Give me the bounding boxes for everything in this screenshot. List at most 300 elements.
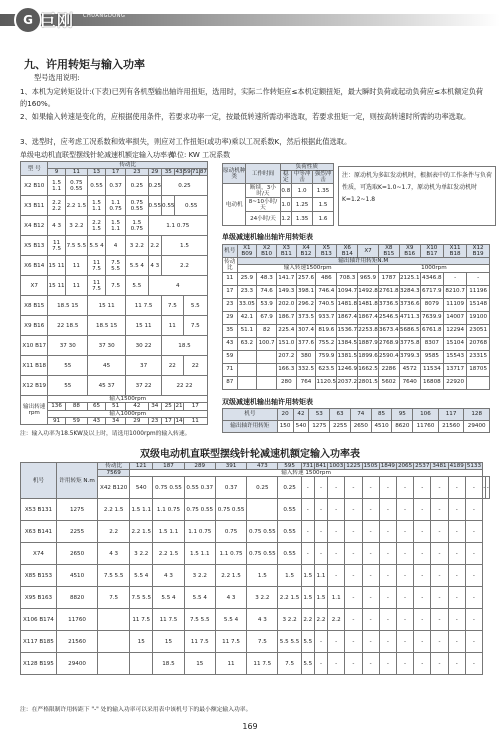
table-cell: 8~10小时/天	[246, 198, 280, 212]
table-cell: -	[486, 477, 490, 499]
table-cell: 1.1 0.75	[215, 543, 246, 565]
table-cell: -	[379, 587, 396, 609]
brand-name: 巨刚	[40, 11, 75, 30]
table-cell: -	[431, 499, 448, 521]
table-cell: -	[379, 521, 396, 543]
table-cell: 1094.7	[337, 285, 358, 298]
table-cell: -	[301, 477, 314, 499]
header-cell: 传动比	[48, 162, 208, 169]
table-cell: -	[448, 565, 465, 587]
table-cell: 1.5	[314, 587, 327, 609]
torque-cell: 29400	[56, 653, 97, 675]
table-cell: 1120.5	[316, 376, 337, 389]
table-cell: 15104	[443, 337, 466, 350]
table-cell: -	[328, 543, 345, 565]
table-cell: 2.2 1.5	[153, 543, 184, 565]
ratio-cell: 11	[223, 272, 238, 285]
ratio-header: 43	[175, 169, 183, 176]
table-cell: 88	[65, 403, 87, 410]
table-cell: 207.2	[276, 350, 296, 363]
table-cell: 2.2 1.5	[278, 587, 301, 609]
table-cell: 48.3	[257, 272, 277, 285]
ratio-cell: 43	[223, 337, 238, 350]
table-cell: 5602	[378, 376, 399, 389]
table-cell: -	[396, 609, 413, 631]
table-cell: 45 37	[88, 376, 126, 396]
table-cell: 37 30	[48, 336, 88, 356]
table-cell: 95	[392, 409, 413, 421]
table-cell: -	[301, 499, 314, 521]
table-cell: -	[414, 565, 431, 587]
ratio-header: 841	[315, 463, 327, 469]
table-cell: 53	[309, 409, 330, 421]
table-cell: 1.5	[301, 587, 314, 609]
table-cell: 1.35	[313, 184, 334, 198]
table-cell: 2125.1	[399, 272, 420, 285]
table-cell: 1.5	[278, 565, 301, 587]
table-cell: 0.75 0.55	[153, 477, 184, 499]
table-cell: 8620	[392, 421, 413, 433]
table-cell: 15	[184, 653, 215, 675]
table-cell: 0.55	[278, 499, 301, 521]
ratio-header: 4189	[449, 463, 464, 469]
table-cell: 2.2 1.5	[215, 565, 246, 587]
table-cell: 11 7.5	[130, 609, 153, 631]
table-cell: 65	[88, 403, 106, 410]
table-cell: 18.5	[162, 336, 208, 356]
header-cell: 输出轴许用转矩	[223, 421, 278, 433]
table-cell: -	[301, 543, 314, 565]
table-row	[223, 164, 334, 171]
table-cell: -	[362, 631, 379, 653]
table-cell: 20768	[467, 337, 490, 350]
table-cell	[98, 631, 130, 653]
table-cell: 4 3	[148, 256, 161, 276]
table-cell: 7.5	[247, 631, 278, 653]
table-cell: -	[379, 543, 396, 565]
torque-cell: 540	[130, 477, 153, 499]
table-cell: 23315	[467, 350, 490, 363]
section-subtitle: 型号选用说明:	[34, 73, 80, 82]
ratio-header: 595	[278, 463, 301, 470]
table-cell: 0.25	[278, 477, 301, 499]
ratio-header: 121	[130, 463, 153, 470]
table-cell: 4711.3	[399, 311, 420, 324]
table-cell: 7.5	[278, 653, 301, 675]
model-header: X6 B14	[337, 245, 358, 258]
table-cell: 136	[48, 403, 65, 410]
table-row	[21, 336, 208, 356]
table-row	[21, 417, 208, 424]
table-cell: 18.5	[153, 653, 184, 675]
model-header: X3 B11	[276, 245, 296, 258]
table-cell: 18.5 15	[88, 316, 126, 336]
header-cell: 工作时间	[246, 164, 280, 184]
table-cell: 1.1	[328, 587, 345, 609]
model-cell: X11 B18	[21, 356, 48, 376]
table-cell: -	[362, 565, 379, 587]
model-header: X10 B17	[420, 245, 443, 258]
table-cell: 117	[438, 409, 464, 421]
table-cell	[467, 376, 490, 389]
table-cell: 5.5 4	[88, 236, 106, 256]
table-cell: -	[414, 477, 431, 499]
table-cell: 1381.5	[337, 350, 358, 363]
header-band	[0, 14, 500, 26]
ratio-header: 473	[247, 463, 278, 470]
table-cell: 708.3	[337, 272, 358, 285]
table-cell: 11760	[413, 421, 439, 433]
table-cell: 7639.9	[420, 311, 443, 324]
header-cell: 强烈冲击	[313, 171, 334, 184]
model-cell: X53 B131	[21, 499, 57, 521]
table-cell: 7.5 5.5	[98, 565, 130, 587]
table-row	[21, 316, 208, 336]
table-cell: 1481.8	[358, 298, 379, 311]
table-cell: -	[448, 477, 465, 499]
table-cell: -	[431, 521, 448, 543]
table-cell: -	[314, 631, 327, 653]
ratio-header: 59	[183, 169, 191, 176]
table-cell: 764	[296, 376, 316, 389]
table-cell: 759.9	[316, 350, 337, 363]
model-cell: X8 B15	[21, 296, 48, 316]
table-cell: 377.6	[296, 337, 316, 350]
table-cell: 2286	[378, 363, 399, 376]
table-cell: -	[328, 631, 345, 653]
table-cell: -	[345, 631, 362, 653]
ratio-header: 1505	[363, 463, 378, 469]
table-cell: -	[465, 521, 482, 543]
table-cell: -	[362, 587, 379, 609]
table-cell: 4 3	[48, 216, 65, 236]
page-header	[0, 0, 500, 36]
table-row	[21, 162, 208, 169]
table-cell: 5686.5	[399, 324, 420, 337]
table-cell: 11196	[467, 285, 490, 298]
model-cell: X106 B174	[21, 609, 57, 631]
table-cell: 740.5	[316, 298, 337, 311]
table-row	[21, 410, 208, 417]
ratio-header: 11	[65, 169, 87, 176]
table-cell: 7.5 5.5	[106, 256, 126, 276]
table-cell: -	[328, 565, 345, 587]
table-row	[223, 363, 490, 376]
table-cell: 186.7	[276, 311, 296, 324]
model-cell: X128 B195	[21, 653, 57, 675]
table-cell: -	[414, 631, 431, 653]
table-cell: -	[396, 565, 413, 587]
table-cell: -	[414, 521, 431, 543]
torque-cell: 4510	[56, 565, 97, 587]
table-row	[21, 256, 208, 276]
table-cell: 7.5 5.5	[184, 609, 215, 631]
table-cell: 225.4	[276, 324, 296, 337]
table-cell: 8210.7	[443, 285, 466, 298]
table-cell: 21560	[438, 421, 464, 433]
table-cell: 1000rpm	[378, 265, 489, 272]
table-cell: 0.25	[126, 176, 148, 196]
table-cell: 0.55	[148, 196, 161, 216]
table-cell: 1.5 1.1	[48, 176, 65, 196]
table-row	[223, 258, 490, 265]
torque-cell: 8820	[56, 587, 97, 609]
table-cell: -	[431, 587, 448, 609]
table-cell: -	[328, 521, 345, 543]
table-cell: 4346.8	[420, 272, 443, 285]
ratio-header: 17	[106, 169, 126, 176]
table-cell: 1.1 0.75	[153, 499, 184, 521]
table-cell: 4 3	[247, 609, 278, 631]
ratio-label: 传动比	[224, 258, 236, 271]
table-cell: 2.2	[98, 521, 130, 543]
table-cell: 5.5 4	[126, 256, 148, 276]
table-cell: 1481.8	[337, 298, 358, 311]
table-cell: 输入1000rpm	[48, 410, 208, 417]
table-cell	[98, 653, 130, 675]
ratio-cell: 23	[223, 298, 238, 311]
table-cell: -	[379, 565, 396, 587]
table-cell: 5.5	[126, 276, 148, 296]
table-cell: 21	[175, 403, 183, 410]
table-row	[21, 521, 490, 543]
table-cell: 1.2	[280, 212, 292, 226]
table-cell	[130, 653, 153, 675]
table-cell: 1.0	[280, 198, 292, 212]
table-cell: 15148	[467, 298, 490, 311]
table-cell: -	[345, 521, 362, 543]
table-cell: 141.7	[276, 272, 296, 285]
table-cell: 1.5	[313, 198, 334, 212]
ratio-header: 391	[215, 463, 246, 470]
ratio-header: 7569	[98, 470, 130, 477]
model-cell: X9 B16	[21, 316, 48, 336]
model-cell: X10 B17	[21, 336, 48, 356]
table-cell: 746.4	[316, 285, 337, 298]
table-cell: 0.55	[88, 176, 106, 196]
model-cell: X4 B12	[21, 216, 48, 236]
table-row	[223, 184, 334, 198]
ratio-header: 35	[162, 169, 175, 176]
model-header: X11 B18	[443, 245, 466, 258]
table-row	[21, 276, 208, 296]
table-row	[21, 631, 490, 653]
table-cell: 2546.5	[378, 311, 399, 324]
table-cell: 7.5	[183, 316, 207, 336]
table-cell: -	[362, 653, 379, 675]
table-cell: 63	[330, 409, 351, 421]
table-cell: 4572	[399, 363, 420, 376]
table-cell: 63.2	[237, 337, 257, 350]
model-cell: X7	[21, 276, 48, 296]
table-cell	[237, 350, 257, 363]
table-cell: 2.2	[162, 256, 208, 276]
model-header: X9 B16	[399, 245, 420, 258]
table4-caption: 双级减速机输出轴许用转矩表	[222, 398, 313, 406]
single-stage-input-power-table	[20, 161, 208, 425]
table-cell: 4	[106, 236, 126, 256]
table-cell: 486	[316, 272, 337, 285]
header-cell: 原动机种类	[223, 164, 246, 184]
table-cell: 2.2 1.5	[65, 196, 87, 216]
table-cell: -	[448, 521, 465, 543]
table-row	[223, 409, 490, 421]
table-cell: 1662.5	[358, 363, 379, 376]
table-row	[223, 311, 490, 324]
table-cell: 13717	[443, 363, 466, 376]
table-cell: -	[465, 499, 482, 521]
table-cell: 91	[48, 417, 65, 424]
table-cell: 53.9	[257, 298, 277, 311]
table-row	[223, 376, 490, 389]
table-cell: 24小时/天	[246, 212, 280, 226]
table-cell: 34	[148, 403, 161, 410]
table-cell: 3 2.2	[184, 565, 215, 587]
table-cell: 51.1	[237, 324, 257, 337]
table-cell: 2.2 1.5	[98, 499, 130, 521]
table-cell: 307.4	[296, 324, 316, 337]
table-cell: 2801.5	[358, 376, 379, 389]
model-header: X4 B12	[296, 245, 316, 258]
table-cell: 2768.9	[378, 337, 399, 350]
table-cell: -	[467, 272, 490, 285]
table-row	[21, 543, 490, 565]
table-cell: 11	[183, 417, 207, 424]
model-header: X2 B10	[257, 245, 277, 258]
table-cell: 19100	[467, 311, 490, 324]
table-cell: -	[379, 477, 396, 499]
table-cell: 输入1500rpm	[48, 396, 208, 403]
table-cell: 3 2.2	[247, 587, 278, 609]
table-cell: 11	[215, 653, 246, 675]
model-cell: X12 B19	[21, 376, 48, 396]
brand-name-en: CHUANGDONG	[83, 13, 126, 19]
ratio-header: 2065	[397, 463, 413, 469]
table-cell: 5.5	[301, 631, 314, 653]
table-cell: 149.3	[276, 285, 296, 298]
table-row	[21, 565, 490, 587]
table-cell: 1.35	[292, 212, 313, 226]
table-cell: -	[345, 565, 362, 587]
table-cell: 23.3	[237, 285, 257, 298]
table-cell: 0.25	[247, 477, 278, 499]
table-cell: 55	[48, 356, 88, 376]
table-cell: 15	[153, 631, 184, 653]
table-row	[223, 350, 490, 363]
ratio-header: 23	[126, 169, 148, 176]
table-cell: 11 7.5	[48, 236, 65, 256]
table-cell: -	[314, 477, 327, 499]
paragraph-2: 2、如果输入转速是变化的，应根据使用条件，若要求功率一定，按最低转速所需动率选取，若要求扭矩一定，则按高转速时所需的功率选取。	[20, 112, 471, 121]
ratio-cell: 87	[223, 376, 238, 389]
ratio-header: 71	[191, 169, 199, 176]
table-row	[223, 324, 490, 337]
ratio-header: 29	[148, 169, 161, 176]
table-cell: -	[431, 543, 448, 565]
table-cell	[237, 376, 257, 389]
table-cell: 5.5 5.5	[278, 631, 301, 653]
speed-label: 输出转速 rpm	[21, 396, 48, 425]
table-cell: 43	[88, 417, 106, 424]
table-cell: 1492.8	[358, 285, 379, 298]
paragraph-3: 3、选型时，应考虑工况系数和效率损失，则应对工作扭矩(或功率)乘以工况系数K，然后根据此值选取。	[20, 137, 352, 146]
table-cell: -	[414, 499, 431, 521]
table-cell: 0.55	[175, 196, 208, 216]
table-cell: 1787	[378, 272, 399, 285]
table-cell: 11	[162, 316, 184, 336]
table-cell: 5.5 4	[215, 609, 246, 631]
table-cell: 3673.4	[378, 324, 399, 337]
table-cell: 85	[371, 409, 392, 421]
table-cell: 151.0	[276, 337, 296, 350]
model-header: X1 B09	[237, 245, 257, 258]
table-cell: 11 7.5	[215, 631, 246, 653]
table-cell: 3284.3	[399, 285, 420, 298]
table-cell: 输出轴许用转矩N.M	[237, 258, 490, 265]
header-cell: 传动比	[98, 463, 130, 470]
table-cell: 15	[130, 631, 153, 653]
table-cell: -	[396, 499, 413, 521]
table-cell: 1.5 1.1	[106, 216, 126, 236]
torque-cell: 2255	[56, 521, 97, 543]
single-stage-torque-table	[222, 244, 490, 390]
table-cell: 25	[162, 403, 175, 410]
table-cell: 373.5	[296, 311, 316, 324]
table-cell: 59	[65, 417, 87, 424]
table-cell: 37 30	[88, 336, 126, 356]
table-cell: -	[396, 587, 413, 609]
table-cell: 1.0	[292, 184, 313, 198]
table-cell: 1887.9	[358, 337, 379, 350]
table-cell: 42	[126, 403, 148, 410]
table-cell: 3775.8	[399, 337, 420, 350]
table-cell: 4 3	[153, 565, 184, 587]
table-cell: 0.75	[215, 521, 246, 543]
table-cell: -	[345, 499, 362, 521]
table-cell: 18705	[467, 363, 490, 376]
table-cell: 0.37	[215, 477, 246, 499]
table-cell: 2253.8	[358, 324, 379, 337]
table-row	[21, 296, 208, 316]
table-cell: 7640	[399, 376, 420, 389]
table-cell: 0.75 0.55	[247, 521, 278, 543]
model-header: X5 B13	[316, 245, 337, 258]
model-cell: X63 B141	[21, 521, 57, 543]
table-cell: 1.1 0.75	[148, 216, 207, 236]
table-cell: -	[362, 521, 379, 543]
table-cell: -	[328, 477, 345, 499]
table-cell: 2650	[350, 421, 371, 433]
table-cell: -	[379, 499, 396, 521]
table-cell: 0.55	[278, 543, 301, 565]
header-cell: 稳定	[280, 171, 292, 184]
table-cell: 2.2	[148, 236, 161, 256]
table-cell: 3736.5	[378, 298, 399, 311]
table-cell: 25.9	[237, 272, 257, 285]
table-cell: 1867.4	[337, 311, 358, 324]
table-cell: 11 7.5	[153, 609, 184, 631]
table-cell: -	[328, 653, 345, 675]
table-cell: 7.5	[106, 276, 126, 296]
table-cell: 6717.9	[420, 285, 443, 298]
table-cell: 257.6	[296, 272, 316, 285]
ratio-header: 3481	[432, 463, 447, 469]
table-cell: 0.25	[148, 176, 161, 196]
ratio-header: 5133	[466, 463, 482, 469]
table-cell: 128	[464, 409, 490, 421]
table-cell: 755.2	[316, 337, 337, 350]
ratio-cell: 17	[223, 285, 238, 298]
